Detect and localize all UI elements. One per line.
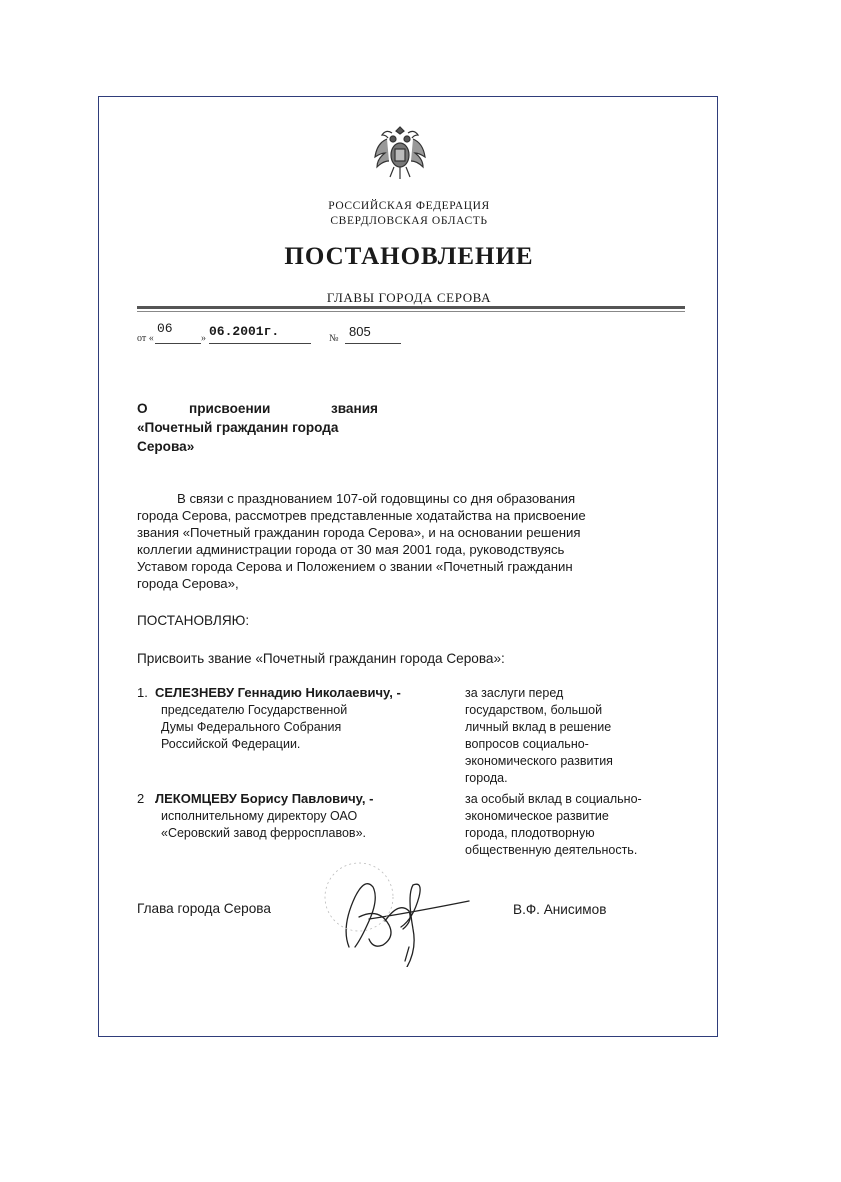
awardee-2-position-1: исполнительному директору ОАО <box>161 809 358 823</box>
preamble-line-4: коллегии администрации города от 30 мая 2001 года, руководствуясь <box>137 542 565 557</box>
month-underline <box>209 343 311 344</box>
awardee-1-reason-4: вопросов социально- <box>465 737 589 751</box>
preamble-line-3: звания «Почетный гражданин города Серова», и на основании решения <box>137 525 581 540</box>
document-page <box>98 96 718 1037</box>
assign-text: Присвоить звание «Почетный гражданин города Серова»: <box>137 651 505 666</box>
date-day: 06 <box>157 321 173 336</box>
preamble-line-1: В связи с празднованием 107-ой годовщины со дня образования <box>177 491 576 506</box>
awardee-1-reason-5: экономического развития <box>465 754 613 768</box>
preamble-line-5: Уставом города Серова и Положением о звании «Почетный гражданин <box>137 559 573 574</box>
number-sign: № <box>329 333 339 344</box>
awardee-2-name: ЛЕКОМЦЕВУ Борису Павловичу, - <box>155 791 374 806</box>
signature-title: Глава города Серова <box>137 901 271 916</box>
signatory-name: В.Ф. Анисимов <box>513 902 607 917</box>
date-month-year: 06.2001г. <box>209 324 280 339</box>
awardee-2-reason-3: города, плодотворную <box>465 826 595 840</box>
date-prefix: от « <box>137 333 154 344</box>
document-title: ПОСТАНОВЛЕНИЕ <box>284 243 534 270</box>
subject-word-1: О <box>137 401 148 416</box>
awardee-2-number: 2 <box>137 791 145 806</box>
header-rule-thin <box>137 311 685 312</box>
decree-word: ПОСТАНОВЛЯЮ: <box>137 613 250 628</box>
awardee-1-reason-6: города. <box>465 771 508 785</box>
header-rule-thick <box>137 306 685 309</box>
awardee-1-name: СЕЛЕЗНЕВУ Геннадию Николаевичу, - <box>155 685 401 700</box>
subject-word-3: звания <box>331 401 378 416</box>
number-underline <box>345 343 401 344</box>
awardee-1-reason-1: за заслуги перед <box>465 686 564 700</box>
day-underline <box>155 343 201 344</box>
document-number: 805 <box>349 324 371 339</box>
awardee-1-number: 1. <box>137 685 148 700</box>
issuer-subtitle: ГЛАВЫ ГОРОДА СЕРОВА <box>326 290 492 305</box>
date-separator: » <box>201 333 206 344</box>
awardee-1-position-3: Российской Федерации. <box>161 737 301 751</box>
awardee-1-position-1: председателю Государственной <box>161 703 348 717</box>
region-header: СВЕРДЛОВСКАЯ ОБЛАСТЬ <box>330 215 488 227</box>
awardee-2-reason-4: общественную деятельность. <box>465 843 638 857</box>
awardee-1-reason-2: государством, большой <box>465 703 603 717</box>
awardee-2-position-2: «Серовский завод ферросплавов». <box>161 826 366 840</box>
awardee-2-reason-1: за особый вклад в социально- <box>465 792 642 806</box>
subject-line-3: Серова» <box>137 439 195 454</box>
coat-of-arms-emblem <box>367 121 433 187</box>
preamble-line-6: города Серова», <box>137 576 239 591</box>
preamble-line-2: города Серова, рассмотрев представленные ходатайства на присвоение <box>137 508 586 523</box>
awardee-1-reason-3: личный вклад в решение <box>465 720 612 734</box>
awardee-2-reason-2: экономическое развитие <box>465 809 609 823</box>
subject-line-2: «Почетный гражданин города <box>137 420 339 435</box>
handwritten-signature <box>289 857 479 967</box>
awardee-1-position-2: Думы Федерального Собрания <box>161 720 342 734</box>
subject-word-2: присвоении <box>189 401 271 416</box>
country-header: РОССИЙСКАЯ ФЕДЕРАЦИЯ <box>328 200 490 212</box>
